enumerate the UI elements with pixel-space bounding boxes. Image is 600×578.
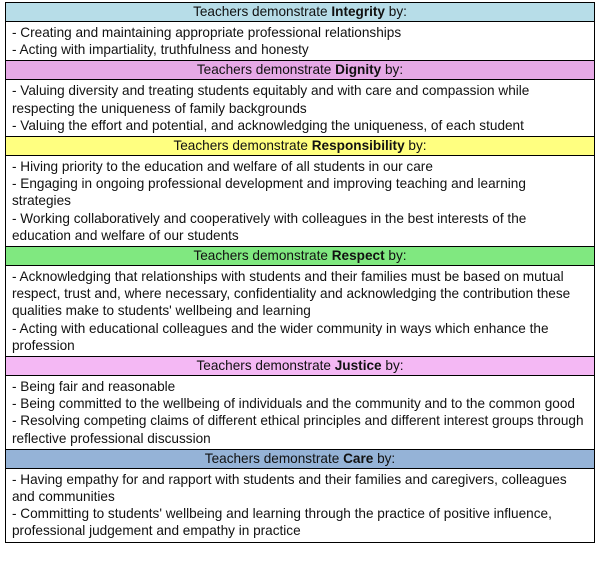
header-suffix: by: bbox=[384, 248, 407, 264]
integrity-section bbox=[6, 3, 594, 61]
header-prefix: Teachers demonstrate bbox=[204, 450, 344, 466]
integrity-body bbox=[6, 22, 594, 61]
header-suffix: by: bbox=[373, 450, 396, 466]
care-body bbox=[6, 469, 594, 542]
list-item: - Resolving competing claims of different ethical principles and different interest groups through reflective professional discussion bbox=[12, 413, 584, 446]
list-item: - Acknowledging that relationships with students and their families must be based on mutual respect, trust and, where necessary, confidentiality and acknowledging the contribution these qualities make to students' wellbeing and learning bbox=[12, 269, 571, 319]
justice-section bbox=[6, 357, 594, 450]
header-suffix: by: bbox=[381, 358, 404, 374]
dignity-section bbox=[6, 61, 594, 137]
header-keyword: Care bbox=[343, 450, 374, 466]
header-suffix: by: bbox=[381, 62, 404, 78]
respect-body bbox=[6, 266, 594, 357]
responsibility-header bbox=[6, 137, 594, 156]
header-prefix: Teachers demonstrate bbox=[196, 358, 335, 374]
list-item: - Valuing the effort and potential, and acknowledging the uniqueness, of each student bbox=[12, 117, 524, 133]
header-suffix: by: bbox=[404, 138, 427, 154]
header-prefix: Teachers demonstrate bbox=[193, 248, 332, 264]
care-section bbox=[6, 450, 594, 542]
list-item: - Acting with educational colleagues and the wider community in ways which enhance the profession bbox=[12, 320, 549, 353]
header-prefix: Teachers demonstrate bbox=[173, 138, 312, 154]
header-suffix: by: bbox=[384, 4, 407, 19]
list-item: - Being fair and reasonable bbox=[12, 379, 176, 395]
header-prefix: Teachers demonstrate bbox=[196, 62, 336, 78]
dignity-body bbox=[6, 80, 594, 137]
respect-section bbox=[6, 247, 594, 357]
list-item: - Engaging in ongoing professional development and improving teaching and learning strategies bbox=[12, 176, 526, 209]
list-item: - Being committed to the wellbeing of individuals and the community and to the common good bbox=[12, 396, 575, 412]
list-item: - Valuing diversity and treating students equitably and with care and compassion while respecting the uniqueness of family backgrounds bbox=[12, 83, 530, 116]
justice-header bbox=[6, 357, 594, 376]
responsibility-section bbox=[6, 137, 594, 247]
list-item: - Acting with impartiality, truthfulness and honesty bbox=[12, 42, 309, 58]
list-item: - Committing to students' wellbeing and learning through the practice of positive influence, professional judgement and empathy in practice bbox=[12, 506, 552, 539]
justice-body bbox=[6, 376, 594, 450]
header-keyword: Justice bbox=[334, 358, 382, 374]
header-prefix: Teachers demonstrate bbox=[193, 4, 332, 19]
values-table bbox=[5, 2, 595, 543]
header-keyword: Respect bbox=[331, 248, 385, 264]
header-keyword: Integrity bbox=[331, 4, 385, 19]
header-keyword: Responsibility bbox=[311, 138, 405, 154]
list-item: - Working collaboratively and cooperatively with colleagues in the best interests of the education and welfare of our students bbox=[12, 210, 527, 243]
list-item: - Hiving priority to the education and welfare of all students in our care bbox=[12, 159, 433, 175]
care-header bbox=[6, 450, 594, 469]
list-item: - Creating and maintaining appropriate professional relationships bbox=[12, 25, 402, 40]
header-keyword: Dignity bbox=[335, 62, 382, 78]
dignity-header bbox=[6, 61, 594, 80]
respect-header bbox=[6, 247, 594, 266]
list-item: - Having empathy for and rapport with students and their families and caregivers, colleagues and communities bbox=[12, 471, 567, 505]
responsibility-body bbox=[6, 156, 594, 247]
integrity-header bbox=[6, 3, 594, 22]
